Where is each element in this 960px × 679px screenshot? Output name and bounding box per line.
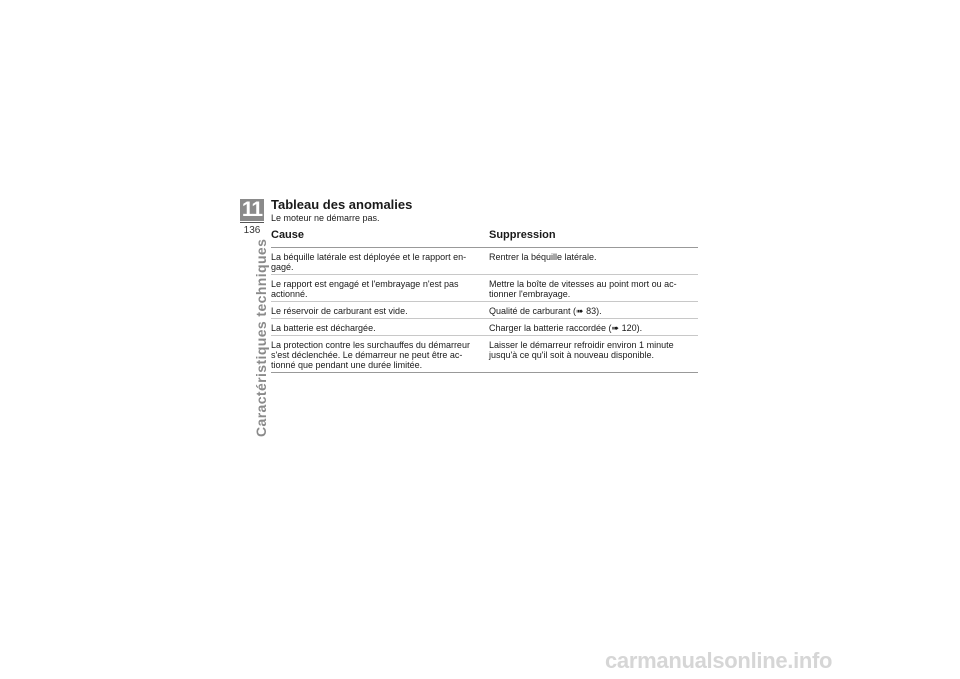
- table-row: [271, 319, 698, 336]
- cause-cell: La batterie est déchargée.: [271, 319, 489, 336]
- table-row: [271, 336, 698, 373]
- chapter-tab: [240, 199, 264, 236]
- suppression-cell: Laisser le démarreur refroidir environ 1 minute jusqu'à ce qu'il soit à nouveau disponible.: [489, 336, 698, 373]
- chapter-number: 11: [241, 198, 263, 221]
- table-row: [271, 275, 698, 302]
- page-content: [271, 197, 698, 373]
- suppression-cell: Rentrer la béquille latérale.: [489, 248, 698, 275]
- page-number: 136: [243, 225, 261, 236]
- suppression-cell: Charger la batterie raccordée (➠ 120).: [489, 319, 698, 336]
- page-title: Tableau des anomalies: [271, 197, 413, 212]
- header-cause: Cause: [271, 229, 489, 248]
- cause-cell: La protection contre les surchauffes du démarreur s'est déclenchée. Le démarreur ne peut être ac-tionné que pendant une durée limitée.: [271, 336, 489, 373]
- table-row: [271, 302, 698, 319]
- table-row: [271, 248, 698, 275]
- page-subtitle: Le moteur ne démarre pas.: [271, 213, 380, 223]
- cause-cell: La béquille latérale est déployée et le rapport en-gagé.: [271, 248, 489, 275]
- section-label: Caractéristiques techniques: [253, 238, 269, 437]
- cause-cell: Le réservoir de carburant est vide.: [271, 302, 489, 319]
- suppression-cell: Mettre la boîte de vitesses au point mort ou ac-tionner l'embrayage.: [489, 275, 698, 302]
- watermark: carmanualsonline.info: [605, 648, 833, 673]
- suppression-cell: Qualité de carburant (➠ 83).: [489, 302, 698, 319]
- table-header-row: [271, 229, 698, 248]
- cause-cell: Le rapport est engagé et l'embrayage n'est pas actionné.: [271, 275, 489, 302]
- header-suppression: Suppression: [489, 229, 698, 248]
- troubleshooting-table: [271, 229, 698, 373]
- chapter-rule: [240, 222, 264, 223]
